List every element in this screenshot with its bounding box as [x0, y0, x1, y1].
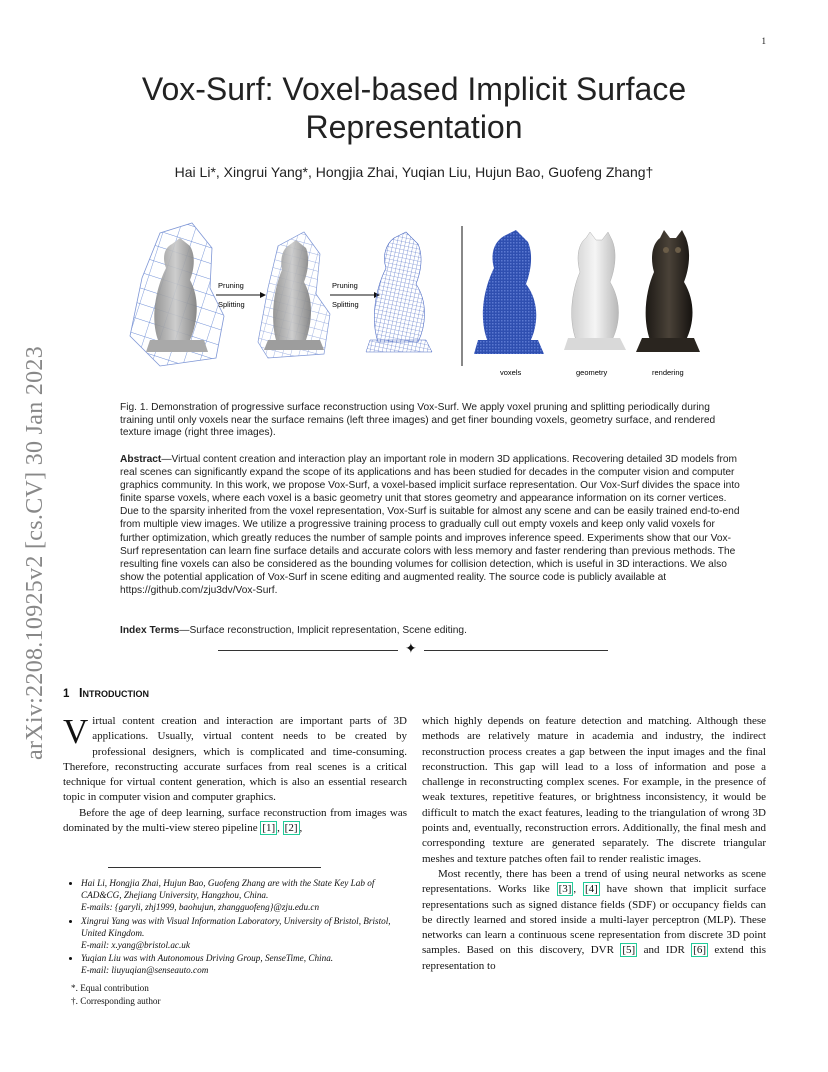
citation-4[interactable]: [4]: [585, 883, 598, 896]
right-paragraph-2-c: and IDR: [637, 944, 692, 957]
figure-caption: Fig. 1. Demonstration of progressive surface reconstruction using Vox-Surf. We apply voxel pruning and splitting periodically during training until only voxels near the surface remains (left three images) and get finer bounding voxels, geometry surface, and rendered texture image (right three images).: [120, 402, 716, 438]
footnotes: [63, 878, 413, 1008]
arrow-2-top-label: Pruning: [332, 281, 358, 290]
author-list: Hai Li*, Xingrui Yang*, Hongjia Zhai, Yuqian Liu, Hujun Bao, Guofeng Zhang†: [174, 164, 654, 180]
citation-separator: ,: [277, 822, 283, 835]
coarse-voxel-image: [130, 223, 224, 366]
section-heading: [63, 686, 149, 700]
left-column: [63, 714, 407, 836]
citation-1[interactable]: [1]: [262, 822, 276, 835]
page-number: 1: [761, 36, 766, 46]
voxels-image: [474, 230, 544, 377]
right-paragraph-2-d: extend this representation to: [422, 944, 766, 972]
arrow-2-bottom-label: Splitting: [332, 300, 359, 309]
abstract-text: —Virtual content creation and interaction play an important role in modern 3D applications. Recovering detailed 3D models from real scenes can significantly expand the scope of its applications and has been studied for decades in the computer vision and computer graphics community. In this work, we propose Vox-Surf, a voxel-based implicit surface representation. Our Vox-Surf divides the space into finite sparse voxels, where each voxel is a basic geometry unit that stores geometry and appearance information on its corner vertices. Due to the sparsity inherited from the voxel representation, Vox-Surf is suitable for almost any scene and can be easily trained end-to-end from multiple view images. We utilize a progressive training process to gradually cull out empty voxels and keep only valid voxels for further optimization, which greatly reduces the number of sample points and improves inference speed. Experiments show that our Vox-Surf representation can learn fine surface details and accurate colors with less memory and faster rendering than previous methods. The resulting fine voxels can also be considered as the bounding volumes for collision detection, which is useful in 3D interactions. We also show the potential application of Vox-Surf in scene editing and augmented reality. The source code is publicly available at https://github.com/zju3dv/Vox-Surf.: [120, 454, 740, 596]
right-paragraph-2: [422, 867, 766, 974]
footnote-equal-contribution: *. Equal contribution: [71, 983, 149, 994]
footnote-affiliation-bristol: • Xingrui Yang was with Visual Information Laboratory, University of Bristol, Bristol, United Kingdom. E-mail: x.yang@bristol.ac.uk: [81, 916, 413, 952]
fine-voxel-image: [366, 232, 432, 352]
index-terms: [120, 625, 740, 636]
index-terms-text: —Surface reconstruction, Implicit representation, Scene editing.: [179, 625, 467, 636]
footnote-affiliation-zju: • Hai Li, Hongjia Zhai, Hujun Bao, Guofeng Zhang are with the State Key Lab of CAD&CG, Zhejiang University, Hangzhou, China. E-mails: {garyli, zhj1999, baohujun, zhangguofeng}@zju.edu.cn: [81, 878, 413, 914]
figure-1: [120, 218, 720, 383]
footnote-rule: [108, 867, 321, 868]
paper-title: Vox-Surf: Voxel-based Implicit Surface Representation: [141, 71, 687, 145]
index-terms-label: Index Terms: [120, 625, 180, 636]
label-geometry: geometry: [576, 368, 608, 377]
intro-paragraph-2: Before the age of deep learning, surface reconstruction from images was dominated by the multi-view stereo pipeline: [63, 806, 407, 835]
section-separator: [218, 643, 608, 657]
abstract: [120, 453, 740, 597]
intro-paragraph-1: irtual content creation and interaction are important parts of 3D applications. Usually, virtual content needs to be created by professional designers, which is complicated and time-consuming. Therefore, reconstructing accurate surfaces from real scenes is a critical technique for virtual content generation, which is also an essential research topic in computer vision and computer graphics.: [63, 715, 407, 804]
right-paragraph-2-b: have shown that implicit surface representations such as signed distance fields (SDF) or occupancy fields can be directly learned and stored inside a multi-layer perceptron (MLP). These networks can learn a continuous scene representation from discrete 3D point samples. Based on this discovery, DVR: [422, 883, 766, 957]
rendering-image: [636, 230, 700, 377]
arrow-1-bottom-label: Splitting: [218, 300, 245, 309]
label-rendering: rendering: [652, 368, 684, 377]
footnote-corresponding-author: †. Corresponding author: [71, 996, 161, 1007]
arrow-1: [216, 281, 266, 309]
intro-paragraph-2-end: ,: [299, 822, 303, 835]
arrow-1-top-label: Pruning: [218, 281, 244, 290]
geometry-image: [564, 232, 626, 377]
separator-line-right: [424, 650, 608, 651]
right-column: [422, 714, 766, 974]
citation-5[interactable]: [5]: [622, 944, 636, 957]
arrow-2: [330, 281, 380, 309]
right-paragraph-1: which highly depends on feature detection and matching. Although these methods are relatively mature in academia and industry, the indirect reconstruction process creates a gap between the input images and the final reconstruction. This gap will lead to a loss of information and pose a challenge in reconstructing complex scenes. For example, in the presence of weak textures, repetitive features, or brightness inconsistency, it would be difficult to match the exact features, leading to the triangulation of wrong 3D points and, eventually, reconstruction errors. Additionally, the final mesh and corresponding texture are generated separately. The discrete triangular meshes and texture patches often fail to render realistic images.: [422, 715, 766, 865]
separator-star-icon: ✦: [405, 641, 417, 657]
footnote-affiliation-sensetime: • Yuqian Liu was with Autonomous Driving Group, SenseTime, China. E-mail: liuyuqian@senseauto.com: [81, 953, 413, 977]
abstract-label: Abstract: [120, 454, 162, 465]
citation-2[interactable]: [2]: [284, 822, 298, 835]
citation-3[interactable]: [3]: [558, 883, 572, 896]
citation-separator: ,: [573, 883, 584, 896]
drop-cap: V: [63, 712, 89, 751]
separator-line-left: [218, 650, 398, 651]
citation-6[interactable]: [6]: [693, 944, 706, 957]
section-title: Introduction: [79, 686, 149, 700]
arxiv-stamp: arXiv:2208.10925v2 [cs.CV] 30 Jan 2023: [22, 345, 48, 760]
section-number: 1: [63, 688, 70, 700]
mid-voxel-image: [258, 232, 330, 358]
label-voxels: voxels: [500, 368, 522, 377]
right-paragraph-2-a: Most recently, there has been a trend of using neural networks as scene representations. Works like: [422, 867, 766, 896]
